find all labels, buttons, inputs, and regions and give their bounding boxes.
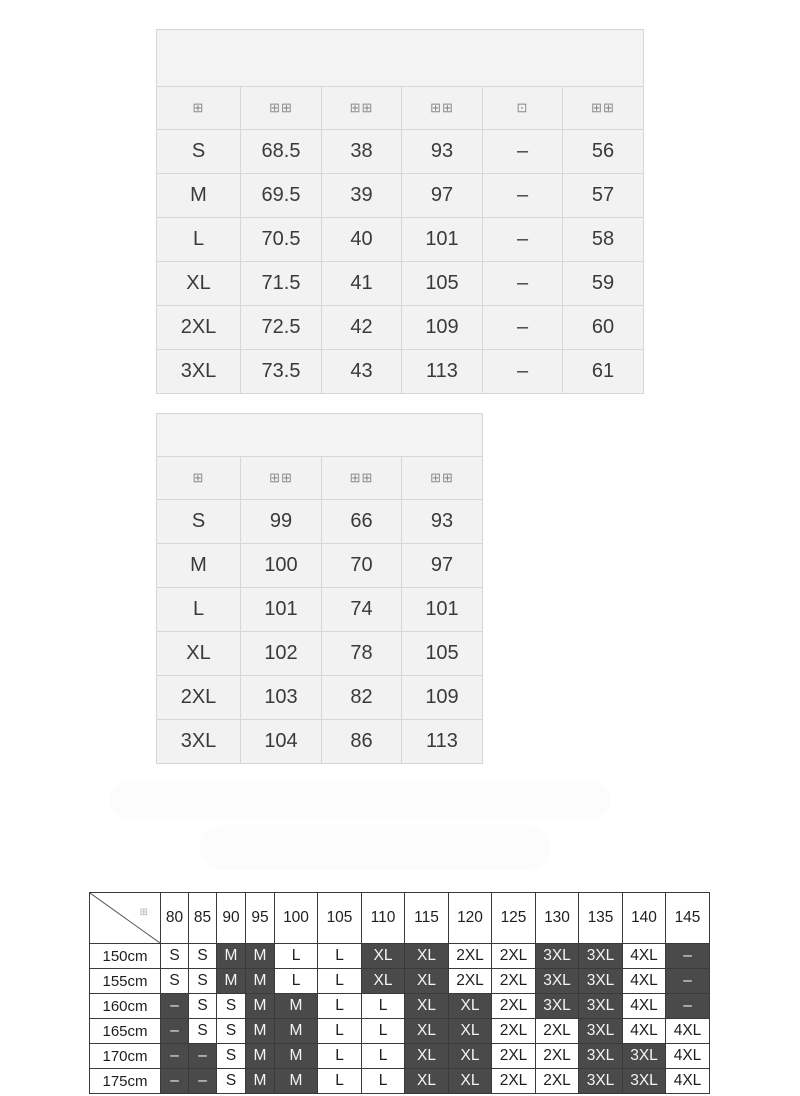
size-cell: – bbox=[666, 944, 710, 969]
weight-header: 140 bbox=[623, 893, 666, 944]
size-cell: S bbox=[217, 1019, 246, 1044]
diagonal-divider-icon bbox=[90, 893, 160, 943]
size-cell: XL bbox=[157, 262, 241, 306]
size-cell: L bbox=[362, 1069, 405, 1094]
size-cell: – bbox=[189, 1069, 217, 1094]
size-cell: 3XL bbox=[157, 350, 241, 394]
weight-header: 110 bbox=[362, 893, 405, 944]
value-cell: 73.5 bbox=[241, 350, 322, 394]
height-label: 155cm bbox=[90, 969, 161, 994]
size-cell: S bbox=[217, 1069, 246, 1094]
size-cell: M bbox=[217, 944, 246, 969]
table-row bbox=[157, 218, 644, 262]
column-header: ⊞⊞ bbox=[241, 87, 322, 130]
size-cell: 2XL bbox=[492, 1019, 536, 1044]
value-cell: 97 bbox=[402, 174, 483, 218]
table-row bbox=[157, 544, 483, 588]
size-cell: XL bbox=[449, 1044, 492, 1069]
weight-header: 100 bbox=[275, 893, 318, 944]
value-cell: 69.5 bbox=[241, 174, 322, 218]
size-cell: 2XL bbox=[536, 1044, 579, 1069]
faint-watermark bbox=[110, 780, 610, 820]
weight-header: 120 bbox=[449, 893, 492, 944]
size-cell: M bbox=[157, 544, 241, 588]
weight-header: 135 bbox=[579, 893, 623, 944]
value-cell: 97 bbox=[402, 544, 483, 588]
size-cell: 2XL bbox=[157, 306, 241, 350]
value-cell: 39 bbox=[322, 174, 402, 218]
size-cell: – bbox=[161, 1019, 189, 1044]
size-cell: 4XL bbox=[623, 944, 666, 969]
size-cell: M bbox=[217, 969, 246, 994]
size-cell: 4XL bbox=[666, 1019, 710, 1044]
value-cell: 57 bbox=[563, 174, 644, 218]
size-cell: M bbox=[275, 1044, 318, 1069]
value-cell: 66 bbox=[322, 500, 402, 544]
column-header: ⊞⊞ bbox=[563, 87, 644, 130]
height-label: 150cm bbox=[90, 944, 161, 969]
size-cell: 2XL bbox=[449, 969, 492, 994]
size-cell: XL bbox=[405, 969, 449, 994]
value-cell: 72.5 bbox=[241, 306, 322, 350]
height-label: 175cm bbox=[90, 1069, 161, 1094]
size-cell: S bbox=[217, 1044, 246, 1069]
size-cell: L bbox=[318, 1019, 362, 1044]
weight-header: 115 bbox=[405, 893, 449, 944]
value-cell: 61 bbox=[563, 350, 644, 394]
size-cell: 3XL bbox=[536, 944, 579, 969]
size-cell: 3XL bbox=[579, 1069, 623, 1094]
value-cell: 93 bbox=[402, 500, 483, 544]
chart-row bbox=[90, 969, 710, 994]
weight-header: 90 bbox=[217, 893, 246, 944]
value-cell: – bbox=[483, 218, 563, 262]
size-cell: XL bbox=[449, 1069, 492, 1094]
value-cell: – bbox=[483, 306, 563, 350]
size-cell: S bbox=[217, 994, 246, 1019]
value-cell: 58 bbox=[563, 218, 644, 262]
weight-header: 85 bbox=[189, 893, 217, 944]
size-cell: 2XL bbox=[157, 676, 241, 720]
size-cell: M bbox=[275, 1069, 318, 1094]
weight-header: 105 bbox=[318, 893, 362, 944]
size-cell: – bbox=[161, 1069, 189, 1094]
size-cell: – bbox=[161, 994, 189, 1019]
table-row bbox=[157, 350, 644, 394]
size-cell: 2XL bbox=[492, 1069, 536, 1094]
value-cell: 101 bbox=[241, 588, 322, 632]
value-cell: 82 bbox=[322, 676, 402, 720]
size-cell: M bbox=[246, 1019, 275, 1044]
value-cell: 74 bbox=[322, 588, 402, 632]
size-cell: 4XL bbox=[623, 1019, 666, 1044]
size-cell: L bbox=[157, 218, 241, 262]
chart-header-row bbox=[90, 893, 710, 944]
size-cell: L bbox=[318, 969, 362, 994]
size-cell: S bbox=[161, 944, 189, 969]
size-cell: 3XL bbox=[536, 994, 579, 1019]
table-header-row bbox=[157, 457, 483, 500]
size-cell: 3XL bbox=[623, 1044, 666, 1069]
size-cell: 4XL bbox=[623, 969, 666, 994]
size-cell: M bbox=[246, 994, 275, 1019]
size-cell: S bbox=[189, 944, 217, 969]
size-cell: 3XL bbox=[579, 1044, 623, 1069]
value-cell: 99 bbox=[241, 500, 322, 544]
table-row bbox=[157, 174, 644, 218]
faint-watermark bbox=[200, 825, 550, 870]
size-cell: 3XL bbox=[579, 944, 623, 969]
value-cell: 109 bbox=[402, 306, 483, 350]
measurement-table-1 bbox=[156, 29, 644, 394]
size-cell: – bbox=[666, 969, 710, 994]
corner-label: ⊞ bbox=[139, 907, 148, 918]
value-cell: 101 bbox=[402, 218, 483, 262]
size-cell: M bbox=[246, 1069, 275, 1094]
column-header: ⊞⊞ bbox=[322, 457, 402, 500]
value-cell: 113 bbox=[402, 720, 483, 764]
size-cell: – bbox=[666, 994, 710, 1019]
value-cell: 105 bbox=[402, 632, 483, 676]
size-cell: 2XL bbox=[492, 994, 536, 1019]
size-cell: L bbox=[318, 1044, 362, 1069]
height-label: 160cm bbox=[90, 994, 161, 1019]
column-header: ⊞ bbox=[157, 457, 241, 500]
weight-header: 125 bbox=[492, 893, 536, 944]
size-cell: 2XL bbox=[449, 944, 492, 969]
value-cell: 103 bbox=[241, 676, 322, 720]
value-cell: 113 bbox=[402, 350, 483, 394]
size-cell: L bbox=[275, 944, 318, 969]
value-cell: – bbox=[483, 262, 563, 306]
height-label: 170cm bbox=[90, 1044, 161, 1069]
value-cell: 38 bbox=[322, 130, 402, 174]
size-cell: S bbox=[157, 130, 241, 174]
height-label: 165cm bbox=[90, 1019, 161, 1044]
value-cell: 70 bbox=[322, 544, 402, 588]
chart-row bbox=[90, 1069, 710, 1094]
value-cell: 56 bbox=[563, 130, 644, 174]
size-cell: XL bbox=[405, 944, 449, 969]
size-cell: L bbox=[157, 588, 241, 632]
column-header: ⊞⊞ bbox=[241, 457, 322, 500]
size-cell: L bbox=[318, 994, 362, 1019]
size-cell: – bbox=[161, 1044, 189, 1069]
table-row bbox=[157, 676, 483, 720]
size-cell: XL bbox=[405, 1019, 449, 1044]
column-header: ⊞ bbox=[157, 87, 241, 130]
size-cell: L bbox=[362, 1044, 405, 1069]
size-cell: XL bbox=[405, 994, 449, 1019]
size-cell: L bbox=[318, 1069, 362, 1094]
size-cell: M bbox=[157, 174, 241, 218]
value-cell: 78 bbox=[322, 632, 402, 676]
size-cell: M bbox=[246, 969, 275, 994]
size-cell: XL bbox=[449, 1019, 492, 1044]
table-row bbox=[157, 262, 644, 306]
size-cell: XL bbox=[157, 632, 241, 676]
weight-header: 145 bbox=[666, 893, 710, 944]
size-cell: 3XL bbox=[579, 969, 623, 994]
value-cell: 104 bbox=[241, 720, 322, 764]
weight-header: 130 bbox=[536, 893, 579, 944]
value-cell: 41 bbox=[322, 262, 402, 306]
column-header: ⊡ bbox=[483, 87, 563, 130]
value-cell: 105 bbox=[402, 262, 483, 306]
size-cell: XL bbox=[405, 1069, 449, 1094]
size-cell: XL bbox=[362, 969, 405, 994]
size-cell: M bbox=[246, 944, 275, 969]
table-row bbox=[157, 588, 483, 632]
value-cell: 42 bbox=[322, 306, 402, 350]
size-cell: XL bbox=[362, 944, 405, 969]
weight-header: 80 bbox=[161, 893, 189, 944]
value-cell: 109 bbox=[402, 676, 483, 720]
value-cell: 93 bbox=[402, 130, 483, 174]
size-recommendation-chart bbox=[89, 892, 710, 1094]
size-cell: 3XL bbox=[536, 969, 579, 994]
size-cell: 2XL bbox=[536, 1069, 579, 1094]
size-cell: S bbox=[161, 969, 189, 994]
value-cell: 70.5 bbox=[241, 218, 322, 262]
size-cell: L bbox=[275, 969, 318, 994]
table-row bbox=[157, 500, 483, 544]
size-cell: M bbox=[275, 1019, 318, 1044]
size-cell: 4XL bbox=[666, 1044, 710, 1069]
chart-row bbox=[90, 994, 710, 1019]
corner-cell bbox=[90, 893, 161, 944]
value-cell: 43 bbox=[322, 350, 402, 394]
column-header: ⊞⊞ bbox=[402, 457, 483, 500]
table-row bbox=[157, 130, 644, 174]
size-cell: XL bbox=[405, 1044, 449, 1069]
value-cell: 68.5 bbox=[241, 130, 322, 174]
size-cell: L bbox=[362, 994, 405, 1019]
chart-row bbox=[90, 1019, 710, 1044]
value-cell: 100 bbox=[241, 544, 322, 588]
table-row bbox=[157, 632, 483, 676]
size-cell: 4XL bbox=[623, 994, 666, 1019]
size-cell: 2XL bbox=[492, 969, 536, 994]
table-row bbox=[157, 720, 483, 764]
size-cell: S bbox=[157, 500, 241, 544]
size-cell: XL bbox=[449, 994, 492, 1019]
size-cell: S bbox=[189, 994, 217, 1019]
value-cell: 101 bbox=[402, 588, 483, 632]
size-cell: 2XL bbox=[536, 1019, 579, 1044]
value-cell: 86 bbox=[322, 720, 402, 764]
value-cell: – bbox=[483, 350, 563, 394]
size-cell: S bbox=[189, 1019, 217, 1044]
chart-row bbox=[90, 1044, 710, 1069]
size-cell: S bbox=[189, 969, 217, 994]
value-cell: 40 bbox=[322, 218, 402, 262]
measurement-table-2 bbox=[156, 413, 483, 764]
size-cell: 4XL bbox=[666, 1069, 710, 1094]
size-cell: 2XL bbox=[492, 944, 536, 969]
value-cell: 102 bbox=[241, 632, 322, 676]
column-header: ⊞⊞ bbox=[322, 87, 402, 130]
size-cell: 3XL bbox=[157, 720, 241, 764]
table-header-row bbox=[157, 87, 644, 130]
value-cell: 71.5 bbox=[241, 262, 322, 306]
table-title bbox=[157, 414, 483, 457]
size-cell: 3XL bbox=[579, 1019, 623, 1044]
column-header: ⊞⊞ bbox=[402, 87, 483, 130]
weight-header: 95 bbox=[246, 893, 275, 944]
size-cell: 3XL bbox=[623, 1069, 666, 1094]
value-cell: – bbox=[483, 130, 563, 174]
size-cell: M bbox=[246, 1044, 275, 1069]
value-cell: – bbox=[483, 174, 563, 218]
size-cell: – bbox=[189, 1044, 217, 1069]
table-row bbox=[157, 306, 644, 350]
value-cell: 60 bbox=[563, 306, 644, 350]
size-cell: 2XL bbox=[492, 1044, 536, 1069]
chart-row bbox=[90, 944, 710, 969]
size-cell: L bbox=[362, 1019, 405, 1044]
size-cell: L bbox=[318, 944, 362, 969]
size-cell: 3XL bbox=[579, 994, 623, 1019]
table-title bbox=[157, 30, 644, 87]
value-cell: 59 bbox=[563, 262, 644, 306]
size-cell: M bbox=[275, 994, 318, 1019]
